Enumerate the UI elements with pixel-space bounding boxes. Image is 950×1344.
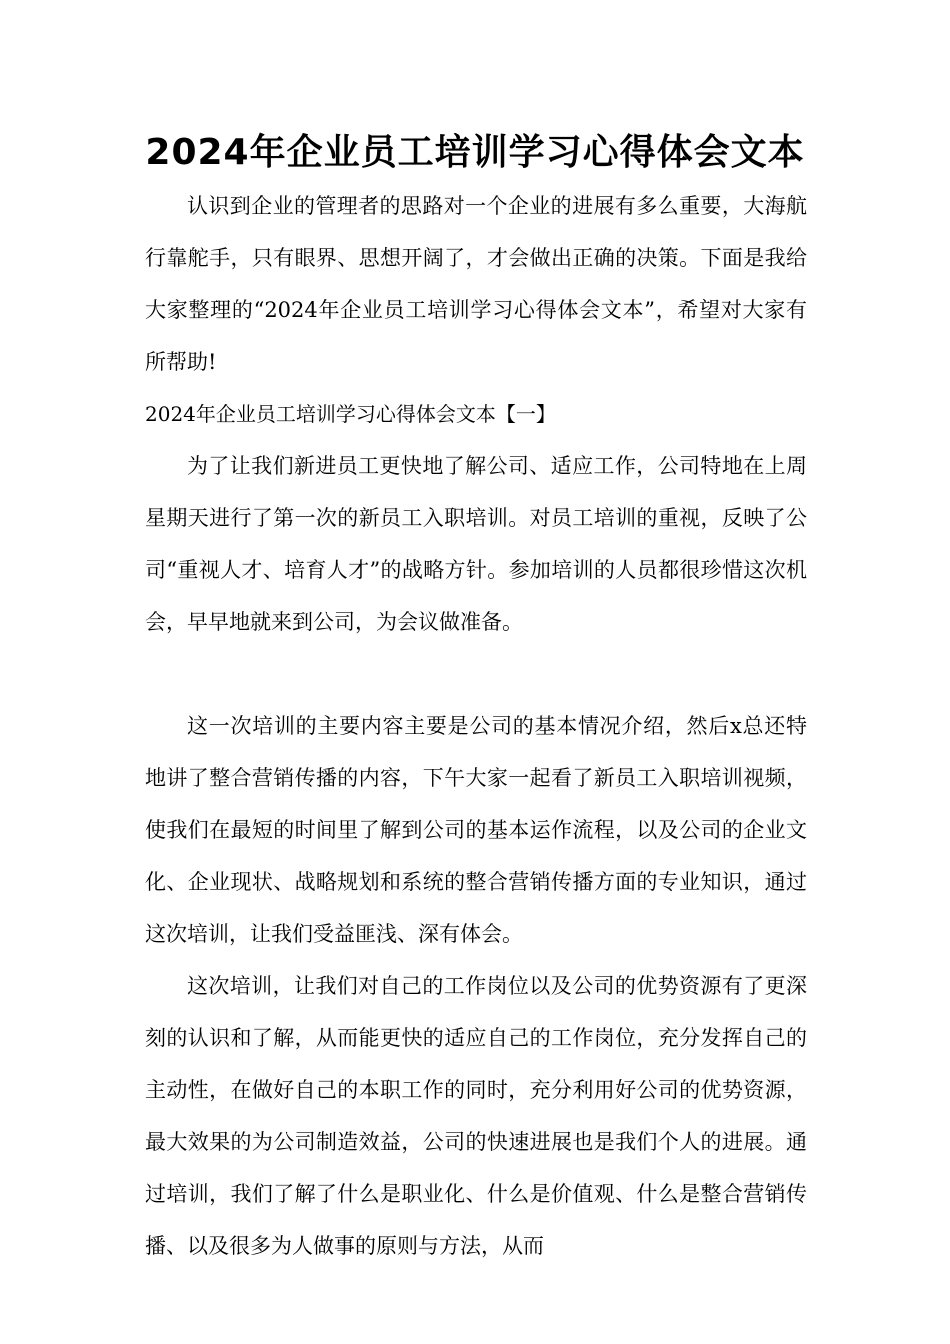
section-heading: 2024年企业员工培训学习心得体会文本【一】 <box>145 402 556 426</box>
document-body <box>145 180 807 1272</box>
document-title: 2024年企业员工培训学习心得体会文本 <box>145 132 805 173</box>
paragraph-1: 为了让我们新进员工更快地了解公司、适应工作，公司特地在上周星期天进行了第一次的新员工入职培训。对员工培训的重视，反映了公司“重视人才、培育人才”的战略方针。参加培训的人员都很珍惜这次机会，早早地就来到公司，为会议做准备。 <box>145 454 807 634</box>
paragraph-2: 这一次培训的主要内容主要是公司的基本情况介绍，然后x总还特地讲了整合营销传播的内容，下午大家一起看了新员工入职培训视频，使我们在最短的时间里了解到公司的基本运作流程，以及公司的企业文化、企业现状、战略规划和系统的整合营销传播方面的专业知识，通过这次培训，让我们受益匪浅、深有体会。 <box>145 714 807 946</box>
intro-paragraph: 认识到企业的管理者的思路对一个企业的进展有多么重要，大海航行靠舵手，只有眼界、思想开阔了，才会做出正确的决策。下面是我给大家整理的“2024年企业员工培训学习心得体会文本”，希望对大家有所帮助! <box>145 194 807 374</box>
paragraph-3: 这次培训，让我们对自己的工作岗位以及公司的优势资源有了更深刻的认识和了解，从而能更快的适应自己的工作岗位，充分发挥自己的主动性，在做好自己的本职工作的同时，充分利用好公司的优势资源，最大效果的为公司制造效益，公司的快速进展也是我们个人的进展。通过培训，我们了解了什么是职业化、什么是价值观、什么是整合营销传播、以及很多为人做事的原则与方法，从而 <box>145 974 807 1258</box>
paragraph-spacer <box>145 648 807 700</box>
